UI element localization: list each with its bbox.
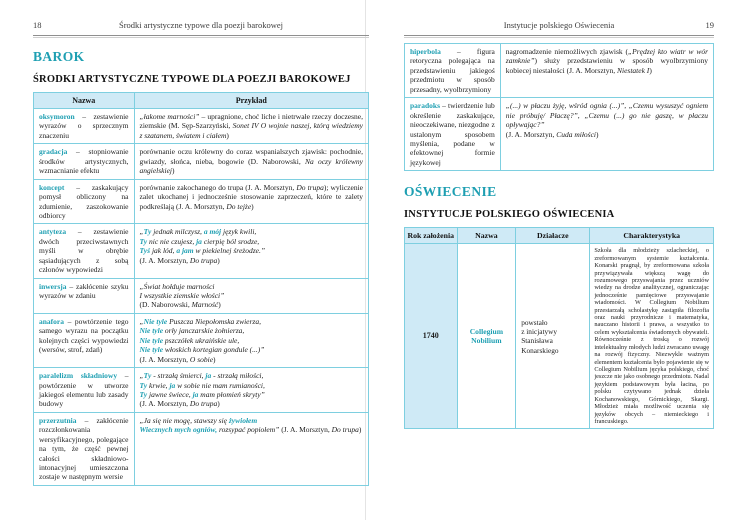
table-header-row xyxy=(405,228,714,244)
column-header-dzialacze: Działacze xyxy=(516,228,590,244)
example-text-segment: Puszcza Niepołomska zwierza, xyxy=(167,316,261,326)
device-term: anafora xyxy=(39,316,64,326)
example-cell xyxy=(134,412,369,485)
example-cell xyxy=(500,98,713,171)
example-text-segment: „(...) w płaczu żyję, wśród ognia (...)” xyxy=(505,101,625,111)
example-text-segment: , xyxy=(577,110,585,120)
example-text-segment: O sobie xyxy=(189,354,214,364)
device-term: koncept xyxy=(39,182,65,192)
example-text-segment: ) xyxy=(596,129,599,139)
example-text-segment: ) xyxy=(218,300,221,310)
example-text-segment: ) xyxy=(251,201,254,211)
device-definition: – powtórzenie tego samego wyrazu na początku kolejnych części wypowiedzi (wersów, strof, zdań) xyxy=(39,316,129,355)
example-text-segment: , xyxy=(624,101,629,111)
example-text-segment: Ty xyxy=(143,371,152,381)
device-term: gradacja xyxy=(39,147,68,157)
example-text-segment: Nie tyle xyxy=(139,345,164,355)
example-text-segment: ); wyliczenie zalet ukochanej i jednocześnie stosowanie zaprzeczeń, które te zalety podkreślają (J. A. Morsztyn, xyxy=(139,182,363,211)
device-term: hiperbola xyxy=(410,47,441,56)
term-cell xyxy=(405,98,501,171)
example-text-segment: Do trupa xyxy=(189,255,218,265)
running-head-title-right: Instytucje polskiego Oświecenia xyxy=(503,20,615,30)
example-text-segment: „ xyxy=(139,227,144,237)
example-text-segment: ja xyxy=(192,389,199,399)
page-right xyxy=(404,20,714,429)
example-text-segment: ) xyxy=(213,354,216,364)
example-text-segment: Nie tyle xyxy=(139,326,164,336)
device-term: inwersja xyxy=(39,281,67,291)
device-definition: – zakłócenie szyku wyrazów w zdaniu xyxy=(39,281,129,300)
institution-table-row xyxy=(405,244,714,429)
example-text-segment: „Prędzej kto wiatr w wór zamknie” xyxy=(505,47,708,66)
term-cell xyxy=(34,313,135,367)
institution-name-cell: Collegium Nobilium xyxy=(457,244,516,429)
example-text-segment: (J. A. Morsztyn, xyxy=(139,354,190,364)
example-text-segment: (D. Naborowski, xyxy=(139,300,192,310)
example-text-segment: cierpię ból srodze, xyxy=(201,236,260,246)
device-table-row xyxy=(34,368,369,413)
example-text-segment: (J. A. Morsztyn, xyxy=(139,255,190,265)
example-text-segment: rozsypać popiołem” xyxy=(217,425,280,435)
device-table-row xyxy=(34,144,369,179)
example-cell xyxy=(134,144,369,179)
example-text-segment: – upragnione, choć liche i nietrwałe rzeczy doczesne, ziemskie (M. Sęp-Szarzyński, xyxy=(139,112,363,131)
table-header-row xyxy=(34,93,369,109)
example-text-segment: „Czemu (...) go nie gaszę, w płaczu opływając?” xyxy=(505,110,708,130)
example-text-segment: ja xyxy=(196,236,202,246)
device-table-row xyxy=(34,278,369,313)
table-title-barok: ŚRODKI ARTYSTYCZNE TYPOWE DLA POEZJI BAROKOWEJ xyxy=(33,74,351,85)
header-rule-right xyxy=(404,35,714,38)
example-text-segment: Do trupa xyxy=(296,182,324,192)
founding-year-cell: 1740 xyxy=(405,244,458,429)
device-table-row xyxy=(405,44,714,98)
example-text-segment: ) xyxy=(358,425,362,435)
page-number-right: 19 xyxy=(705,20,714,30)
example-text-segment: w sobie nie mam rumianości, xyxy=(175,380,265,390)
running-head-title-left: Środki artystyczne typowe dla poezji barokowej xyxy=(118,20,284,30)
example-text-segment: Cuda miłości xyxy=(556,129,596,139)
example-text-segment: Na oczy królewny angielskiej xyxy=(139,156,363,176)
example-text-segment: ) xyxy=(226,130,229,140)
characteristics-cell: Szkoła dla młodzieży szlacheckiej, o zreformowanym systemie kształcenia. Konarski pragnął, by zreformowana szkoła przywiązywała większą wagę do rozumowego przyswajania przez uczniów wiedzy na drodze analitycznej, ograniczając jednocześnie pamięciowe przyswajanie wiadomości. W Collegium Nobilium przestarzałą scholastykę zastąpiła filozofia oraz nauki przyrodnicze i matematyka, nauczano historii i prawa, a wszystko to celem wykształcenia świadomych obywateli. Równocześnie z troską o rozwój intelektualny młodych ludzi zwracano uwagę na rozwój fizyczny. Niezwykle ważnym elementem kształcenia było pojawienie się w Collegium Nobilium języka polskiego, choć jeszcze nie jako osobnego przedmiotu. Nadal językiem podstawowym była łacina, po polsku czytywano jednak dzieła Kochanowskiego, Górnickiego, Skargi. Młodzież miała możliwość uczenia się języków obcych – niemieckiego i francuskiego. xyxy=(590,244,714,429)
device-term: paradoks xyxy=(410,101,441,111)
example-text-segment: Ty xyxy=(139,380,148,390)
column-header-rok: Rok założenia xyxy=(405,228,458,244)
example-text-segment: ja xyxy=(205,371,212,381)
device-table-row xyxy=(34,313,369,367)
example-cell xyxy=(134,179,369,224)
table-title-instytucje: INSTYTUCJE POLSKIEGO OŚWIECENIA xyxy=(404,209,615,221)
example-text-segment: ) xyxy=(172,166,175,176)
example-cell xyxy=(134,313,369,367)
term-cell xyxy=(34,144,135,179)
example-text-segment: ) służy przedstawieniu w sposób wyolbrzymiony kobiecej niestałości (J. A. Morsztyn, xyxy=(505,56,708,75)
example-text-segment: ) xyxy=(217,255,220,265)
example-text-segment: Tyś xyxy=(139,246,151,256)
section-heading-barok: BAROK xyxy=(33,49,85,64)
example-cell xyxy=(134,368,369,413)
example-text-segment: pszczółek ukraińskie ule, xyxy=(163,335,240,345)
example-text-segment: ) xyxy=(649,65,652,75)
example-text-segment: nagromadzenie niemożliwych zjawisk ( xyxy=(505,47,628,56)
example-text-segment: Niestatek I xyxy=(617,65,650,75)
term-cell xyxy=(34,368,135,413)
example-text-segment: „Świat hołduje marności xyxy=(139,281,215,291)
example-text-segment: jednak milczysz, xyxy=(151,227,204,237)
example-text-segment: „Ja się nie mogę, stawszy się xyxy=(139,415,229,425)
example-text-segment: ) xyxy=(217,399,220,409)
example-text-segment: a mój xyxy=(203,227,222,237)
device-term: przerzutnia xyxy=(39,415,77,425)
example-text-segment: Nie tyle xyxy=(139,335,164,345)
device-definition: – figura retoryczna polegająca na przedstawieniu jakiegoś przedmiotu w sposób przesadny, wyolbrzymiony xyxy=(410,47,495,94)
example-text-segment: krwie, xyxy=(147,380,170,390)
device-table-row xyxy=(34,179,369,224)
device-term: paralelizm składniowy xyxy=(39,371,118,381)
barok-devices-table xyxy=(33,92,369,486)
device-definition: – zestawienie dwóch przeciwstawnych myśli w obrębie sąsiadujących z sobą członów wypowiedzi xyxy=(39,227,129,275)
device-table-row xyxy=(405,98,714,171)
example-text-segment: jak lód, xyxy=(150,246,177,256)
institutions-table xyxy=(404,227,714,429)
example-cell xyxy=(500,44,713,98)
term-cell xyxy=(34,278,135,313)
example-text-segment: Nie tyle xyxy=(143,316,168,326)
column-header-przyklad: Przykład xyxy=(134,93,369,109)
example-cell xyxy=(134,224,369,278)
example-text-segment: Do tejże xyxy=(226,201,252,211)
device-table-row xyxy=(34,412,369,485)
device-definition: – powtórzenie w utworze jakiegoś elementu lub zasady budowy xyxy=(39,371,129,409)
header-rule-left xyxy=(33,35,369,38)
example-text-segment: „ xyxy=(139,371,144,381)
example-text-segment: porównanie oczu królewny do coraz wspanialszych zjawisk: pochodnie, gwiazdy, słońca, nieba, bogowie (D. Naborowski, xyxy=(139,147,363,166)
example-text-segment: porównanie zakochanego do trupa (J. A. Morsztyn, xyxy=(139,182,297,192)
term-cell xyxy=(405,44,501,98)
example-text-segment: włoskich kortegian gondule (...)” xyxy=(163,345,265,355)
example-text-segment: mam płomień skryty” xyxy=(198,389,265,399)
example-text-segment: Marność xyxy=(191,300,219,310)
example-text-segment: jawne świece, xyxy=(147,389,193,399)
example-text-segment: - strzałą miłości, xyxy=(211,371,264,381)
device-definition: – stopniowanie środków artystycznych, wzmacnianie efektu xyxy=(39,147,129,176)
page-number-left: 18 xyxy=(33,20,42,30)
term-cell xyxy=(34,179,135,224)
device-definition: – twierdzenie lub określenie zaskakujące, nieoczekiwane, niezgodne z ustalonym sposobem myślenia, podane w efektownej formie językowej xyxy=(410,101,495,167)
example-text-segment: Sonet IV O wojnie naszej, którą wiedziemy z szatanem, światem i ciałem xyxy=(139,121,363,140)
device-definition: – zakłócenie rozczłonkowania wersyfikacyjnego, polegające na tym, że część pewnej całości składniowo-intonacyjnej umieszczona zostaje w następnym wersie xyxy=(39,415,129,482)
example-text-segment: Do trupa xyxy=(189,399,218,409)
device-table-row xyxy=(34,109,369,144)
example-text-segment: I wszystkie ziemskie włości” xyxy=(139,291,225,300)
page-left xyxy=(33,20,369,486)
activists-cell: powstało z inicjatywy Stanisława Konarskiego xyxy=(516,244,590,429)
example-text-segment: (J. A. Morsztyn, xyxy=(279,425,332,435)
term-cell xyxy=(34,412,135,485)
example-text-segment: Do trupa xyxy=(331,425,359,435)
device-term: antyteza xyxy=(39,227,67,237)
term-cell xyxy=(34,224,135,278)
example-text-segment: „łakome marności” xyxy=(139,112,200,121)
example-text-segment: (J. A. Morsztyn, xyxy=(139,399,190,409)
device-definition: – zaskakujący pomysł obliczony na zdumienie, zaszokowanie odbiorcy xyxy=(39,182,129,220)
column-header-charakterystyka: Charakterystyka xyxy=(590,228,714,244)
example-text-segment: ja xyxy=(169,380,176,390)
example-text-segment: nic nie czujesz, xyxy=(147,236,197,246)
barok-devices-table-continuation xyxy=(404,43,714,171)
example-text-segment: żywiołem xyxy=(228,415,258,425)
example-text-segment: język kwili, xyxy=(221,227,257,237)
example-cell xyxy=(134,278,369,313)
device-term: oksymoron xyxy=(39,112,75,121)
example-text-segment: w piekielnej śreżodze.” xyxy=(193,246,265,256)
example-text-segment: - strzałą śmierci, xyxy=(151,371,206,381)
column-header-nazwa: Nazwa xyxy=(457,228,516,244)
example-text-segment: orły janczarskie żołnierza, xyxy=(163,326,245,336)
example-text-segment: Wiecznych mych ogniów, xyxy=(139,425,218,435)
term-cell xyxy=(34,109,135,144)
example-text-segment: (J. A. Morsztyn, xyxy=(505,129,557,139)
example-text-segment: Ty xyxy=(139,389,148,399)
device-table-row xyxy=(34,224,369,278)
example-text-segment: Ty xyxy=(139,236,148,246)
column-header-nazwa: Nazwa xyxy=(34,93,135,109)
example-text-segment: „Czemu wysuszyć ogniem nie próbuję/ Płaczę?” xyxy=(505,101,709,120)
example-cell xyxy=(134,109,369,144)
example-text-segment: Ty xyxy=(143,227,152,237)
device-definition: – zestawienie wyrazów o sprzecznym znaczeniu xyxy=(39,112,129,140)
running-head-left xyxy=(33,20,369,32)
running-head-right xyxy=(404,20,714,32)
section-heading-oswiecenie: OŚWIECENIE xyxy=(404,184,497,200)
example-text-segment: „ xyxy=(139,316,144,326)
example-text-segment: a jam xyxy=(176,246,194,256)
